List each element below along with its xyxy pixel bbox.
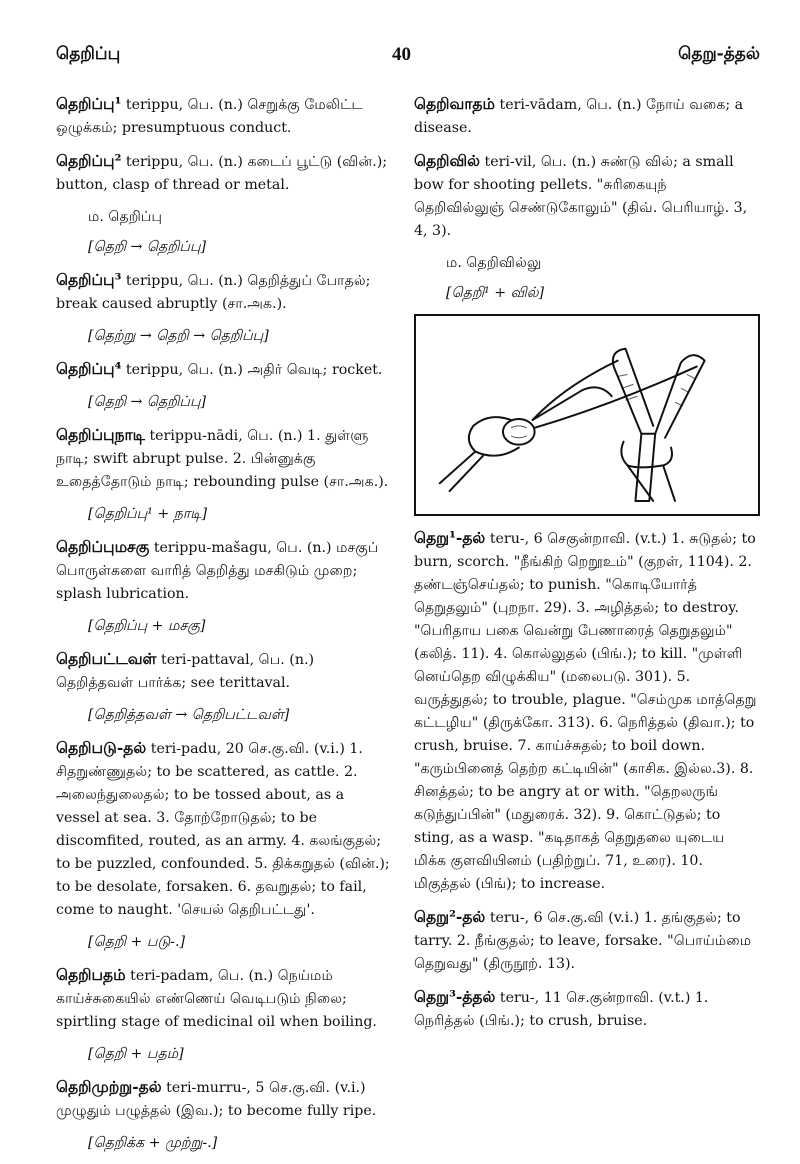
- etymology-note: [தெறி → தெறிப்பு]: [88, 239, 207, 255]
- slingshot-icon: [416, 316, 758, 514]
- entry-headword: தெறிப்புமசகு: [56, 537, 150, 556]
- entry-headword: தெறு¹-தல்: [414, 528, 486, 547]
- entry-headword: தெறிபடு-தல்: [56, 738, 147, 757]
- dictionary-entry: [414, 149, 760, 243]
- entry-definition: terippu, பெ. (n.) அதிர் வெடி; rocket.: [121, 362, 383, 378]
- etymology-note: [தெறிக்க + முற்று-.]: [88, 1135, 218, 1151]
- cognate-note: ம. தெறிவில்லு: [446, 255, 542, 271]
- dictionary-entry: [56, 1075, 390, 1123]
- dictionary-entry: [56, 963, 390, 1034]
- entry-definition: teri-padu, 20 செ.கு.வி. (v.i.) 1. சிதறுண்ணுதல்; to be scattered, as cattle. 2. அலைந்துலைதல்; to be tossed about, as a vessel at sea. 3. தோற்றோடுதல்; to be discomfited, routed, as an army. 4. கலங்குதல்; to be puzzled, confounded. 5. திக்கறுதல் (வின்.); to be desolate, forsaken. 6. தவறுதல்; to fail, come to naught. 'செயல் தெறிபட்டது'.: [56, 741, 390, 918]
- entry-headword: தெறிப்பு³: [56, 270, 122, 289]
- cognate-note: ம. தெறிப்பு: [88, 209, 163, 225]
- etymology-note: [தெற்று → தெறி → தெறிப்பு]: [88, 328, 269, 344]
- entry-definition: terippu-nādi, பெ. (n.) 1. துள்ளு நாடி; swift abrupt pulse. 2. பின்னுக்கு உதைத்தோடும் நாடி; rebounding pulse (சா.அக.).: [56, 428, 389, 490]
- entry-headword: தெறிபட்டவள்: [56, 649, 157, 668]
- entry-definition: teri-murru-, 5 செ.கு.வி. (v.i.) முழுதும் பழுத்தல் (இவ.); to become fully ripe.: [56, 1080, 377, 1119]
- entry-headword: தெறிமுற்று-தல்: [56, 1077, 162, 1096]
- header-left-guide-word: தெறிப்பு: [56, 44, 121, 64]
- entry-definition: terippu, பெ. (n.) தெறித்துப் போதல்; break caused abruptly (சா.அக.).: [56, 273, 371, 312]
- dictionary-entry: [56, 535, 390, 606]
- entry-headword: தெறிப்பு⁴: [56, 359, 122, 378]
- etymology-note: [தெறிப்பு + மசகு]: [88, 618, 206, 634]
- etymology-note: [தெறிப்பு¹ + நாடி]: [88, 506, 208, 522]
- entry-headword: தெறிப்புநாடி: [56, 425, 145, 444]
- entry-headword: தெறிப்பு²: [56, 151, 122, 170]
- entry-definition: teru-, 11 செ.குன்றாவி. (v.t.) 1. நெரித்தல் (பிங்.); to crush, bruise.: [414, 990, 709, 1029]
- dictionary-entry: [414, 92, 760, 140]
- entry-definition: terippu-mašagu, பெ. (n.) மசகுப் பொருள்களை வாரித் தெறித்து மசகிடும் முறை; splash lubrication.: [56, 540, 379, 602]
- dictionary-entry: [56, 268, 390, 316]
- header-right-guide-word: தெறு-த்தல்: [678, 44, 760, 64]
- etymology-note: [தெறி + பதம்]: [88, 1046, 184, 1062]
- entry-definition: terippu, பெ. (n.) செறுக்கு மேலிட்ட ஒழுக்கம்; presumptuous conduct.: [56, 97, 363, 136]
- dictionary-entry: [56, 357, 390, 382]
- dictionary-entry: [414, 905, 760, 976]
- dictionary-entry: [414, 985, 760, 1033]
- etymology-note: [தெறித்தவள் → தெறிபட்டவள்]: [88, 707, 290, 723]
- dictionary-entry: [414, 526, 760, 896]
- dictionary-entry: [56, 92, 390, 140]
- page-number: 40: [392, 44, 411, 65]
- right-column: [414, 92, 760, 1042]
- entry-headword: தெறிப்பு¹: [56, 94, 122, 113]
- dictionary-entry: [56, 647, 390, 695]
- entry-headword: தெறு³-த்தல்: [414, 987, 496, 1006]
- entry-definition: teru-, 6 செகுன்றாவி. (v.t.) 1. சுடுதல்; to burn, scorch. "நீங்கிற் றெறூஉம்" (குறள், 1104). 2. தண்டஞ்செய்தல்; to punish. "கொடியோர்த் தெறுதலும்" (புறநா. 29). 3. அழித்தல்; to destroy. "பெரிதாய பகை வென்று பேணாரைத் தெறுதலும்" (கலித். 11). 4. கொல்லுதல் (பிங்.); to kill. "முள்ளி னெய்தெற விழுக்கிய" (மலைபடு. 301). 5. வருத்துதல்; to trouble, plague. "செம்முக மாத்தெறு கட்டழிய" (திருக்கோ. 313). 6. நெரித்தல் (திவா.); to crush, bruise. 7. காய்ச்சுதல்; to boil down. "கரும்பினைத் தெற்ற கட்டியின்" (காசிக. இல்ல.3). 8. சினத்தல்; to be angry at or with. "தெறலருங் கடுந்துப்பின்" (மதுரைக். 32). 9. கொட்டுதல்; to sting, as a wasp. "கடிதாகத் தெறுதலை யுடைய மிக்க குளவியினம் (பதிற்றுப். 71, உரை). 10. மிகுத்தல் (பிங்); to increase.: [414, 531, 757, 892]
- etymology-note: [தெறி → தெறிப்பு]: [88, 394, 207, 410]
- etymology-note: [தெறி + படு-.]: [88, 934, 185, 950]
- dictionary-entry: [56, 736, 390, 922]
- etymology-note: [தெறி¹ + வில்]: [446, 285, 545, 301]
- entry-headword: தெறிவாதம்: [414, 94, 495, 113]
- dictionary-entry: [56, 423, 390, 494]
- entry-headword: தெறு²-தல்: [414, 907, 486, 926]
- entry-definition: teru-, 6 செ.கு.வி (v.i.) 1. தங்குதல்; to tarry. 2. நீங்குதல்; to leave, forsake. "பொய்ம்மை தெறுவது" (திருநூற். 13).: [414, 910, 752, 972]
- entry-definition: terippu, பெ. (n.) கடைப் பூட்டு (வின்.); button, clasp of thread or metal.: [56, 154, 388, 193]
- left-column: [56, 92, 390, 1164]
- entry-definition: teri-pattaval, பெ. (n.) தெறித்தவள் பார்க்க; see terittaval.: [56, 652, 315, 691]
- entry-headword: தெறிபதம்: [56, 965, 126, 984]
- dictionary-entry: [56, 149, 390, 197]
- slingshot-illustration: [414, 314, 760, 516]
- entry-definition: teri-vil, பெ. (n.) சுண்டு வில்; a small bow for shooting pellets. "சுரிகையுந் தெறிவில்லுஞ் செண்டுகோலும்" (திவ். பெரியாழ். 3, 4, 3).: [414, 154, 748, 239]
- entry-definition: teri-padam, பெ. (n.) நெய்மம் காய்ச்சுகையில் எண்ணெய் வெடிபடும் நிலை; spirtling stage of medicinal oil when boiling.: [56, 968, 377, 1030]
- entry-definition: teri-vādam, பெ. (n.) நோய் வகை; a disease.: [414, 97, 744, 136]
- entry-headword: தெறிவில்: [414, 151, 480, 170]
